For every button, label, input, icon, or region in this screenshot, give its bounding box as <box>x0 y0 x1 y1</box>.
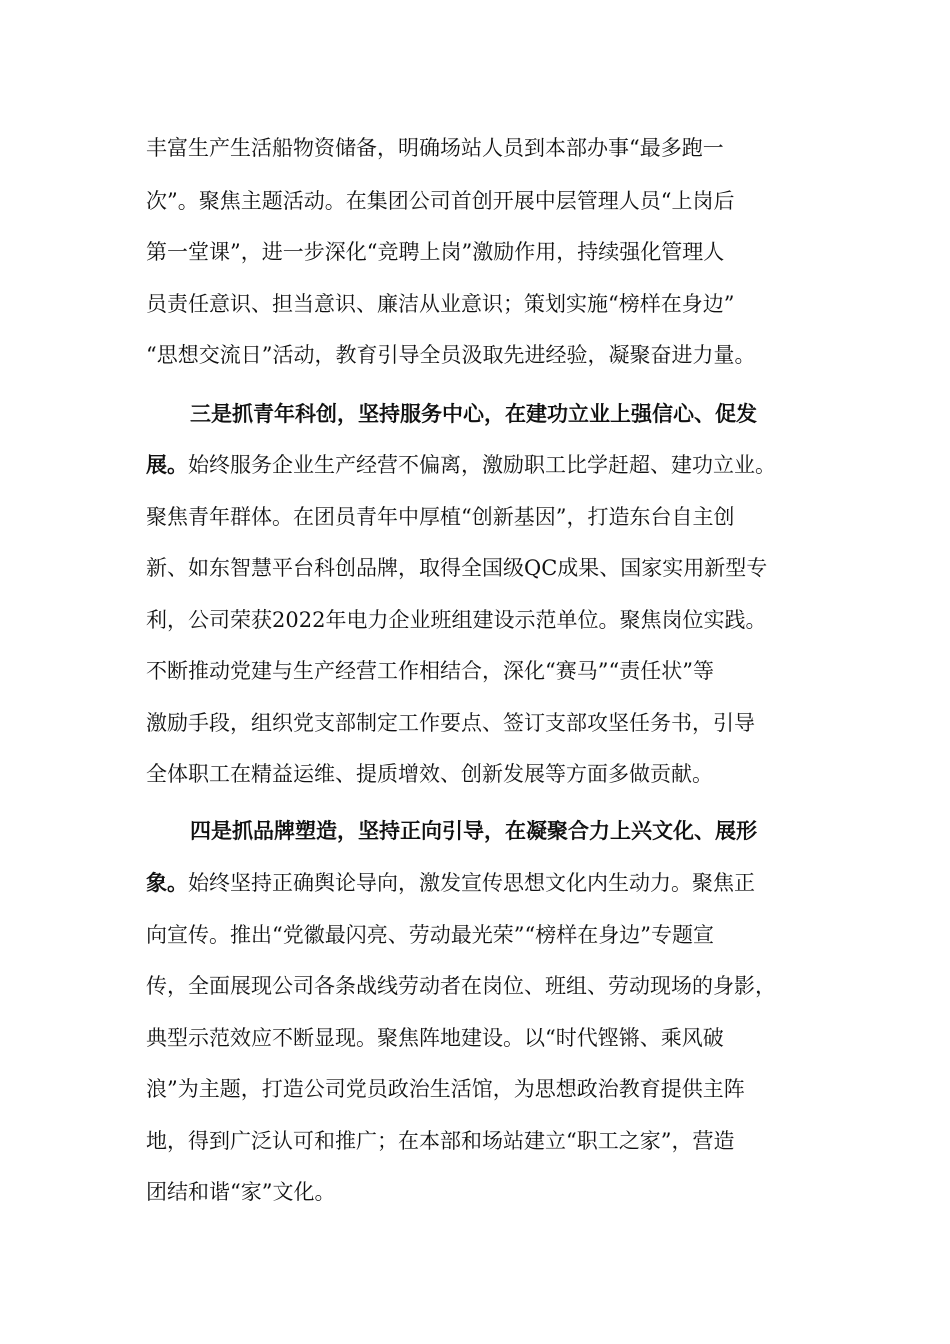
text-line: 传，全面展现公司各条战线劳动者在岗位、班组、劳动现场的身影， <box>146 974 776 998</box>
text-line: 团结和谐“家”文化。 <box>146 1180 336 1204</box>
text-line: 利，公司荣获2022年电力企业班组建设示范单位。聚焦岗位实践。 <box>146 608 767 632</box>
text-line: 第一堂课”，进一步深化“竞聘上岗”激励作用，持续强化管理人 <box>146 240 725 264</box>
text-line: “思想交流日”活动，教育引导全员汲取先进经验，凝聚奋进力量。 <box>146 343 756 367</box>
text-line: 次”。聚焦主题活动。在集团公司首创开展中层管理人员“上岗后 <box>146 189 735 213</box>
text-line: 浪”为主题，打造公司党员政治生活馆，为思想政治教育提供主阵 <box>146 1077 745 1101</box>
section-heading-end: 象。 <box>146 870 188 895</box>
text-line: 全体职工在精益运维、提质增效、创新发展等方面多做贡献。 <box>146 762 713 786</box>
text-line: 向宣传。推出“党徽最闪亮、劳动最光荣”“榜样在身边”专题宣 <box>146 923 714 947</box>
section-heading-line: 三是抓青年科创，坚持服务中心，在建功立业上强信心、促发 <box>190 401 757 426</box>
text-line: 员责任意识、担当意识、廉洁从业意识；策划实施“榜样在身边” <box>146 292 735 316</box>
text-line: 地，得到广泛认可和推广；在本部和场站建立“职工之家”，营造 <box>146 1129 735 1153</box>
section-heading-end: 展。 <box>146 452 188 477</box>
text-segment: 始终服务企业生产经营不偏离，激励职工比学赶超、建功立业。 <box>188 453 776 477</box>
text-segment: 始终坚持正确舆论导向，激发宣传思想文化内生动力。聚焦正 <box>188 871 755 895</box>
section-heading-line: 四是抓品牌塑造，坚持正向引导，在凝聚合力上兴文化、展形 <box>190 818 757 843</box>
text-line: 不断推动党建与生产经营工作相结合，深化“赛马”“责任状”等 <box>146 659 714 683</box>
text-line: 激励手段，组织党支部制定工作要点、签订支部攻坚任务书，引导 <box>146 711 755 735</box>
text-line: 聚焦青年群体。在团员青年中厚植“创新基因”，打造东台自主创 <box>146 505 735 529</box>
text-line: 新、如东智慧平台科创品牌，取得全国级QC成果、国家实用新型专 <box>146 556 768 580</box>
text-line: 丰富生产生活船物资储备，明确场站人员到本部办事“最多跑一 <box>146 136 724 160</box>
text-line <box>146 869 755 897</box>
text-line <box>146 451 776 479</box>
text-line: 典型示范效应不断显现。聚焦阵地建设。以“时代铿锵、乘风破 <box>146 1026 724 1050</box>
